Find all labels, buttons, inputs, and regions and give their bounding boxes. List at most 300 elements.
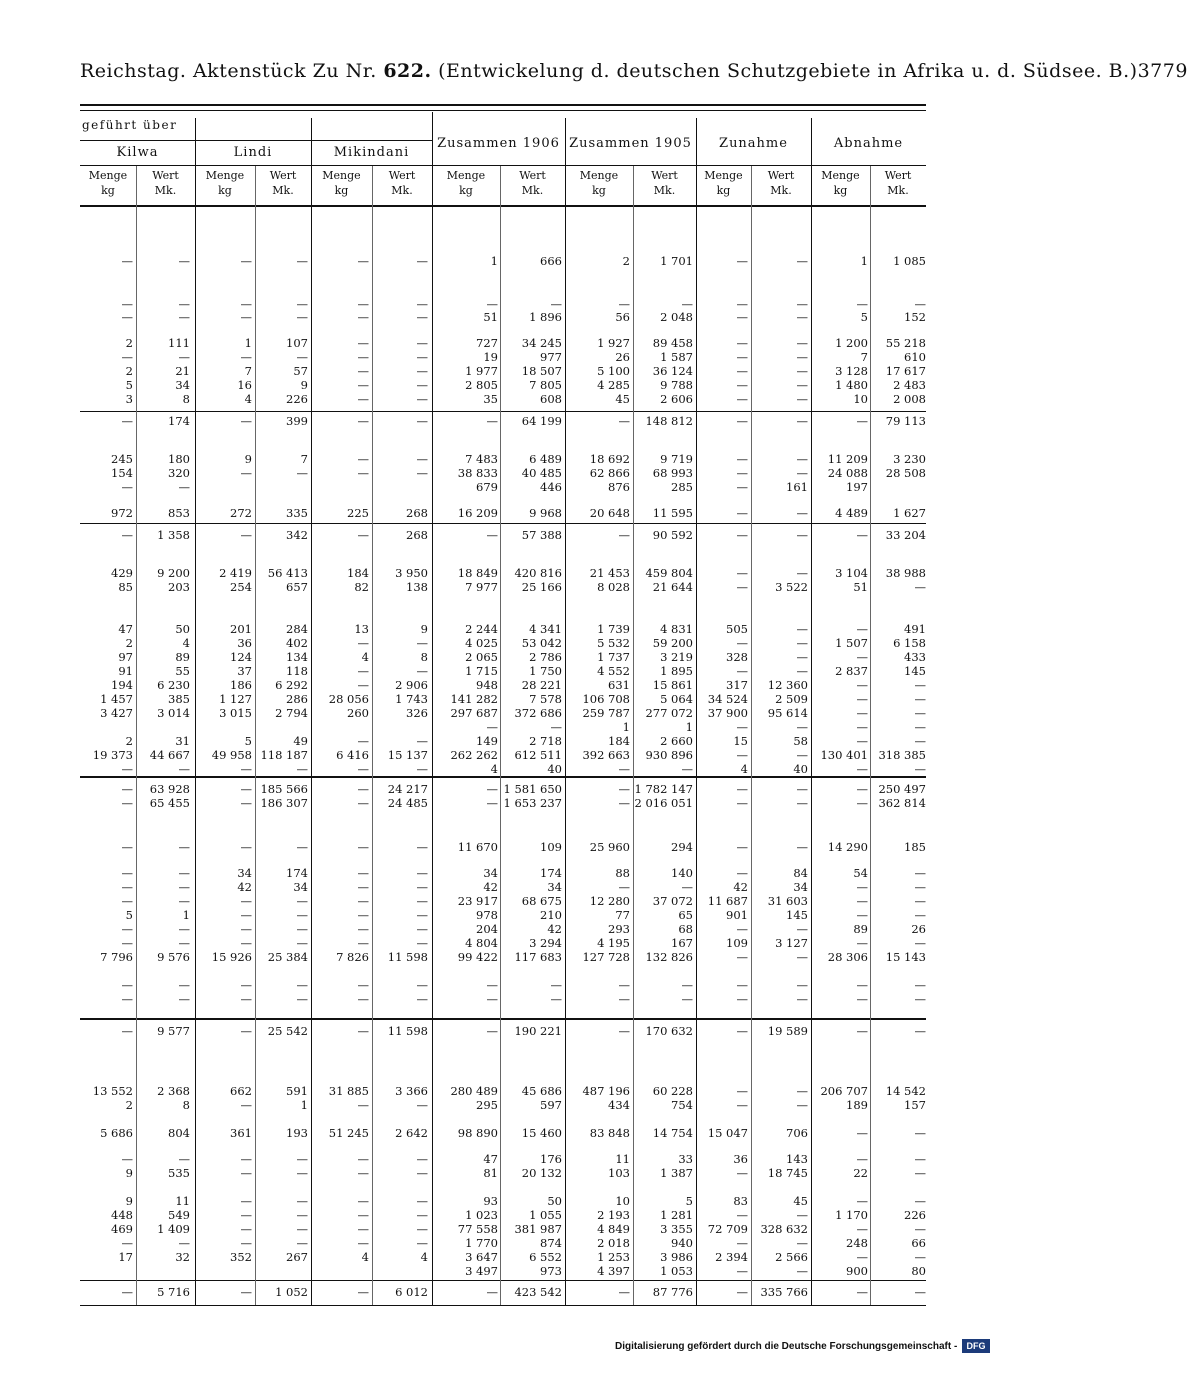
table-cell: 2 018 xyxy=(597,1236,630,1250)
table-cell: 2 566 xyxy=(775,1250,808,1264)
table-cell: — xyxy=(736,566,748,580)
table-cell: 3 015 xyxy=(219,706,252,720)
table-cell: — xyxy=(240,297,252,311)
table-cell: — xyxy=(240,1208,252,1222)
table-cell: 1 896 xyxy=(529,310,562,324)
table-cell: 9 968 xyxy=(529,506,562,520)
table-cell: 1 895 xyxy=(660,664,693,678)
table-cell: 34 xyxy=(483,866,498,880)
table-cell: 42 xyxy=(483,880,498,894)
table-cell: — xyxy=(856,1285,868,1299)
table-cell: — xyxy=(856,880,868,894)
table-cell: 12 360 xyxy=(767,678,808,692)
table-cell: 22 xyxy=(853,1166,868,1180)
table-cell: — xyxy=(736,414,748,428)
table-cell: 14 290 xyxy=(827,840,868,854)
page-number: 3779 xyxy=(1137,60,1188,82)
table-cell: 55 218 xyxy=(885,336,926,350)
table-cell: 23 917 xyxy=(457,894,498,908)
table-cell: 44 667 xyxy=(149,748,190,762)
table-cell: — xyxy=(856,978,868,992)
table-cell: — xyxy=(240,1285,252,1299)
table-cell: — xyxy=(240,922,252,936)
table-cell: — xyxy=(796,950,808,964)
table-cell: — xyxy=(914,866,926,880)
table-cell: — xyxy=(856,734,868,748)
table-cell: 597 xyxy=(540,1098,562,1112)
table-cell: 277 072 xyxy=(645,706,693,720)
table-cell: 89 xyxy=(175,650,190,664)
table-cell: — xyxy=(121,922,133,936)
table-cell: 328 632 xyxy=(760,1222,808,1236)
table-cell: 3 014 xyxy=(157,706,190,720)
table-cell: 2 368 xyxy=(157,1084,190,1098)
table-cell: 24 088 xyxy=(827,466,868,480)
table-cell: — xyxy=(416,840,428,854)
table-cell: — xyxy=(121,1152,133,1166)
table-cell: 268 xyxy=(406,506,428,520)
table-cell: 3 497 xyxy=(465,1264,498,1278)
subheader: Wert Mk. xyxy=(152,169,179,197)
table-cell: 83 848 xyxy=(589,1126,630,1140)
table-cell: — xyxy=(416,1222,428,1236)
table-cell: — xyxy=(357,922,369,936)
table-cell: 34 524 xyxy=(707,692,748,706)
table-cell: 180 xyxy=(168,452,190,466)
table-cell: — xyxy=(121,1236,133,1250)
table-cell: 167 xyxy=(671,936,693,950)
table-cell: — xyxy=(416,414,428,428)
table-cell: 21 453 xyxy=(589,566,630,580)
table-cell: 657 xyxy=(286,580,308,594)
table-cell: — xyxy=(796,840,808,854)
table-cell: 176 xyxy=(540,1152,562,1166)
table-cell: 148 812 xyxy=(645,414,693,428)
table-cell: — xyxy=(240,908,252,922)
table-cell: — xyxy=(240,1194,252,1208)
table-cell: 15 143 xyxy=(885,950,926,964)
table-cell: 608 xyxy=(540,392,562,406)
table-cell: — xyxy=(796,1236,808,1250)
table-cell: 549 xyxy=(168,1208,190,1222)
table-cell: — xyxy=(796,297,808,311)
table-cell: — xyxy=(486,978,498,992)
table-cell: 18 692 xyxy=(589,452,630,466)
table-cell: 1 127 xyxy=(219,692,252,706)
table-cell: 1 253 xyxy=(597,1250,630,1264)
table-cell: 10 xyxy=(615,1194,630,1208)
table-cell: — xyxy=(796,922,808,936)
table-cell: — xyxy=(736,950,748,964)
table-cell: 2 065 xyxy=(465,650,498,664)
table-cell: — xyxy=(416,664,428,678)
table-cell: 318 385 xyxy=(878,748,926,762)
table-cell: — xyxy=(736,480,748,494)
table-cell: — xyxy=(856,1222,868,1236)
table-cell: — xyxy=(357,392,369,406)
table-cell: — xyxy=(796,782,808,796)
table-cell: — xyxy=(796,350,808,364)
table-cell: 24 217 xyxy=(387,782,428,796)
table-cell: 2 193 xyxy=(597,1208,630,1222)
table-cell: 2 509 xyxy=(775,692,808,706)
table-cell: 28 056 xyxy=(328,692,369,706)
table-cell: — xyxy=(416,466,428,480)
table-cell: 91 xyxy=(118,664,133,678)
table-cell: 1 581 650 xyxy=(503,782,562,796)
table-cell: 15 861 xyxy=(652,678,693,692)
table-cell: 433 xyxy=(904,650,926,664)
table-cell: 1 750 xyxy=(529,664,562,678)
table-cell: 9 200 xyxy=(157,566,190,580)
table-cell: 97 xyxy=(118,650,133,664)
table-cell: 6 292 xyxy=(275,678,308,692)
table-cell: 18 507 xyxy=(521,364,562,378)
table-cell: — xyxy=(357,664,369,678)
table-cell: — xyxy=(486,1285,498,1299)
table-cell: 1 052 xyxy=(275,1285,308,1299)
table-cell: — xyxy=(178,1152,190,1166)
table-cell: 4 397 xyxy=(597,1264,630,1278)
table-rule xyxy=(80,1018,926,1020)
table-cell: 37 xyxy=(237,664,252,678)
table-cell: 977 xyxy=(540,350,562,364)
table-cell: 4 341 xyxy=(529,622,562,636)
table-cell: — xyxy=(296,978,308,992)
table-cell: 145 xyxy=(904,664,926,678)
table-cell: — xyxy=(296,908,308,922)
table-cell: — xyxy=(914,762,926,776)
table-cell: 11 595 xyxy=(652,506,693,520)
table-cell: — xyxy=(121,414,133,428)
table-cell: — xyxy=(856,1152,868,1166)
table-cell: — xyxy=(618,1285,630,1299)
table-cell: 124 xyxy=(230,650,252,664)
table-cell: 2 xyxy=(622,254,630,268)
table-cell: — xyxy=(416,866,428,880)
table-cell: — xyxy=(416,880,428,894)
table-cell: 491 xyxy=(904,622,926,636)
table-cell: 3 219 xyxy=(660,650,693,664)
table-cell: 1 977 xyxy=(465,364,498,378)
table-cell: 45 686 xyxy=(521,1084,562,1098)
table-cell: — xyxy=(856,678,868,692)
table-cell: 170 632 xyxy=(645,1024,693,1038)
table-cell: 99 422 xyxy=(457,950,498,964)
table-cell: — xyxy=(736,452,748,466)
table-cell: — xyxy=(357,1236,369,1250)
table-cell: — xyxy=(357,796,369,810)
table-cell: 3 128 xyxy=(835,364,868,378)
table-cell: — xyxy=(416,254,428,268)
group-header: Zunahme xyxy=(719,136,788,151)
table-cell: 103 xyxy=(608,1166,630,1180)
table-cell: — xyxy=(121,992,133,1006)
table-cell: 294 xyxy=(671,840,693,854)
table-cell: — xyxy=(914,880,926,894)
table-rule xyxy=(80,1280,926,1281)
table-cell: — xyxy=(240,1152,252,1166)
table-cell: 197 xyxy=(846,480,868,494)
table-cell: — xyxy=(736,748,748,762)
table-cell: — xyxy=(357,254,369,268)
table-cell: 3 294 xyxy=(529,936,562,950)
table-cell: 1 507 xyxy=(835,636,868,650)
table-cell: 83 xyxy=(733,1194,748,1208)
table-cell: 174 xyxy=(286,866,308,880)
table-cell: — xyxy=(357,880,369,894)
table-cell: 34 xyxy=(175,378,190,392)
table-cell: — xyxy=(736,1236,748,1250)
table-cell: — xyxy=(618,528,630,542)
table-cell: 186 307 xyxy=(260,796,308,810)
table-cell: — xyxy=(296,350,308,364)
table-cell: 19 589 xyxy=(767,1024,808,1038)
table-cell: — xyxy=(856,936,868,950)
table-cell: — xyxy=(121,1024,133,1038)
table-cell: — xyxy=(914,936,926,950)
table-cell: 1 480 xyxy=(835,378,868,392)
table-cell: 9 xyxy=(125,1194,133,1208)
table-cell: — xyxy=(357,782,369,796)
table-cell: 40 xyxy=(547,762,562,776)
table-cell: 36 xyxy=(237,636,252,650)
table-cell: — xyxy=(178,297,190,311)
table-cell: 4 831 xyxy=(660,622,693,636)
table-cell: 930 896 xyxy=(645,748,693,762)
table-cell: — xyxy=(121,782,133,796)
table-cell: 14 542 xyxy=(885,1084,926,1098)
table-cell: — xyxy=(416,894,428,908)
table-cell: — xyxy=(914,1250,926,1264)
table-cell: 45 xyxy=(793,1194,808,1208)
table-cell: 2 606 xyxy=(660,392,693,406)
table-cell: 254 xyxy=(230,580,252,594)
table-cell: — xyxy=(416,1236,428,1250)
table-cell: — xyxy=(121,254,133,268)
table-cell: — xyxy=(796,1264,808,1278)
table-cell: — xyxy=(121,978,133,992)
table-cell: 3 647 xyxy=(465,1250,498,1264)
table-cell: — xyxy=(856,1250,868,1264)
table-cell: 130 401 xyxy=(820,748,868,762)
table-cell: 7 805 xyxy=(529,378,562,392)
table-cell: 3 230 xyxy=(893,452,926,466)
table-cell: 190 221 xyxy=(514,1024,562,1038)
table-cell: 2 660 xyxy=(660,734,693,748)
table-cell: 1 xyxy=(182,908,190,922)
table-cell: — xyxy=(486,1024,498,1038)
table-cell: 20 648 xyxy=(589,506,630,520)
table-cell: 268 xyxy=(406,528,428,542)
table-cell: — xyxy=(736,1084,748,1098)
table-cell: — xyxy=(796,254,808,268)
table-cell: 89 xyxy=(853,922,868,936)
table-cell: — xyxy=(416,392,428,406)
table-cell: 1 xyxy=(244,336,252,350)
table-cell: 206 707 xyxy=(820,1084,868,1098)
table-cell: 284 xyxy=(286,622,308,636)
table-cell: 34 xyxy=(793,880,808,894)
table-cell: 727 xyxy=(476,336,498,350)
table-cell: — xyxy=(357,636,369,650)
table-cell: — xyxy=(856,414,868,428)
table-cell: 184 xyxy=(347,566,369,580)
table-cell: 446 xyxy=(540,480,562,494)
subheader: Menge kg xyxy=(821,169,860,197)
table-cell: 194 xyxy=(111,678,133,692)
table-cell: 1 200 xyxy=(835,336,868,350)
table-cell: — xyxy=(357,452,369,466)
table-cell: — xyxy=(736,866,748,880)
table-cell: — xyxy=(736,364,748,378)
table-cell: — xyxy=(416,636,428,650)
table-cell: — xyxy=(914,734,926,748)
table-cell: 1 627 xyxy=(893,506,926,520)
table-cell: — xyxy=(736,378,748,392)
table-cell: 11 598 xyxy=(387,1024,428,1038)
table-cell: 26 xyxy=(911,922,926,936)
table-cell: 666 xyxy=(540,254,562,268)
table-cell: 9 576 xyxy=(157,950,190,964)
table-cell: — xyxy=(296,297,308,311)
table-cell: — xyxy=(486,796,498,810)
table-cell: — xyxy=(796,506,808,520)
table-cell: 152 xyxy=(904,310,926,324)
table-cell: — xyxy=(416,978,428,992)
table-cell: — xyxy=(681,992,693,1006)
table-cell: 145 xyxy=(786,908,808,922)
table-cell: 260 xyxy=(347,706,369,720)
table-cell: — xyxy=(296,466,308,480)
table-cell: 18 745 xyxy=(767,1166,808,1180)
table-cell: 15 460 xyxy=(521,1126,562,1140)
table-cell: — xyxy=(856,908,868,922)
group-header: Mikindani xyxy=(333,145,410,160)
table-cell: 2 xyxy=(125,636,133,650)
table-cell: 11 209 xyxy=(827,452,868,466)
table-cell: — xyxy=(121,866,133,880)
table-cell: 2 837 xyxy=(835,664,868,678)
table-cell: 4 xyxy=(244,392,252,406)
table-cell: 77 xyxy=(615,908,630,922)
table-cell: 13 552 xyxy=(92,1084,133,1098)
table-cell: 1 770 xyxy=(465,1236,498,1250)
table-cell: — xyxy=(796,364,808,378)
table-cell: 3 xyxy=(125,392,133,406)
table-cell: 2 xyxy=(125,1098,133,1112)
table-cell: — xyxy=(914,1152,926,1166)
table-cell: 138 xyxy=(406,580,428,594)
table-cell: 93 xyxy=(483,1194,498,1208)
table-cell: — xyxy=(486,414,498,428)
table-cell: 28 508 xyxy=(885,466,926,480)
table-cell: — xyxy=(240,254,252,268)
table-cell: 6 230 xyxy=(157,678,190,692)
table-cell: — xyxy=(178,866,190,880)
table-cell: 203 xyxy=(168,580,190,594)
table-cell: 2 244 xyxy=(465,622,498,636)
table-cell: — xyxy=(416,378,428,392)
table-cell: 84 xyxy=(793,866,808,880)
table-cell: — xyxy=(796,452,808,466)
table-cell: 2 xyxy=(125,336,133,350)
table-cell: — xyxy=(914,1285,926,1299)
table-cell: 24 485 xyxy=(387,796,428,810)
table-cell: — xyxy=(736,392,748,406)
table-cell: — xyxy=(550,297,562,311)
table-cell: — xyxy=(357,1166,369,1180)
table-cell: — xyxy=(416,364,428,378)
table-cell: 1 xyxy=(622,720,630,734)
table-cell: 2 016 051 xyxy=(634,796,693,810)
table-cell: — xyxy=(296,1208,308,1222)
table-cell: — xyxy=(121,936,133,950)
header-rule xyxy=(80,140,432,141)
table-cell: — xyxy=(796,748,808,762)
table-cell: 9 xyxy=(420,622,428,636)
table-cell: 33 xyxy=(678,1152,693,1166)
table-cell: — xyxy=(357,1208,369,1222)
table-cell: — xyxy=(914,1024,926,1038)
table-cell: 185 566 xyxy=(260,782,308,796)
table-cell: — xyxy=(178,840,190,854)
table-cell: 7 796 xyxy=(100,950,133,964)
table-rule xyxy=(80,776,926,778)
table-cell: 5 064 xyxy=(660,692,693,706)
subheader: Menge kg xyxy=(446,169,486,197)
table-cell: 36 124 xyxy=(652,364,693,378)
table-cell: 2 786 xyxy=(529,650,562,664)
table-cell: — xyxy=(736,580,748,594)
dfg-logo: DFG xyxy=(962,1339,990,1353)
table-cell: 1 055 xyxy=(529,1208,562,1222)
table-cell: — xyxy=(178,350,190,364)
table-cell: 17 617 xyxy=(885,364,926,378)
table-cell: 132 826 xyxy=(645,950,693,964)
table-cell: 4 xyxy=(361,650,369,664)
table-cell: 15 047 xyxy=(707,1126,748,1140)
table-cell: 900 xyxy=(846,1264,868,1278)
table-cell: — xyxy=(357,466,369,480)
table-cell: — xyxy=(618,297,630,311)
table-cell: 9 577 xyxy=(157,1024,190,1038)
table-cell: — xyxy=(914,908,926,922)
table-cell: — xyxy=(796,378,808,392)
table-cell: — xyxy=(736,922,748,936)
table-cell: 15 xyxy=(733,734,748,748)
table-cell: 34 245 xyxy=(521,336,562,350)
table-cell: 7 826 xyxy=(336,950,369,964)
table-cell: — xyxy=(357,908,369,922)
table-cell: 40 xyxy=(793,762,808,776)
table-cell: — xyxy=(736,1264,748,1278)
table-cell: — xyxy=(121,762,133,776)
table-cell: 31 xyxy=(175,734,190,748)
table-cell: 392 663 xyxy=(582,748,630,762)
table-cell: 245 xyxy=(111,452,133,466)
table-cell: — xyxy=(416,1194,428,1208)
table-cell: 286 xyxy=(286,692,308,706)
table-cell: 51 xyxy=(483,310,498,324)
group-header: Kilwa xyxy=(116,145,159,160)
table-cell: — xyxy=(240,1024,252,1038)
table-cell: 9 719 xyxy=(660,452,693,466)
table-cell: — xyxy=(856,706,868,720)
table-rule xyxy=(80,1305,926,1306)
table-cell: — xyxy=(121,350,133,364)
subheader: Wert Mk. xyxy=(519,169,546,197)
